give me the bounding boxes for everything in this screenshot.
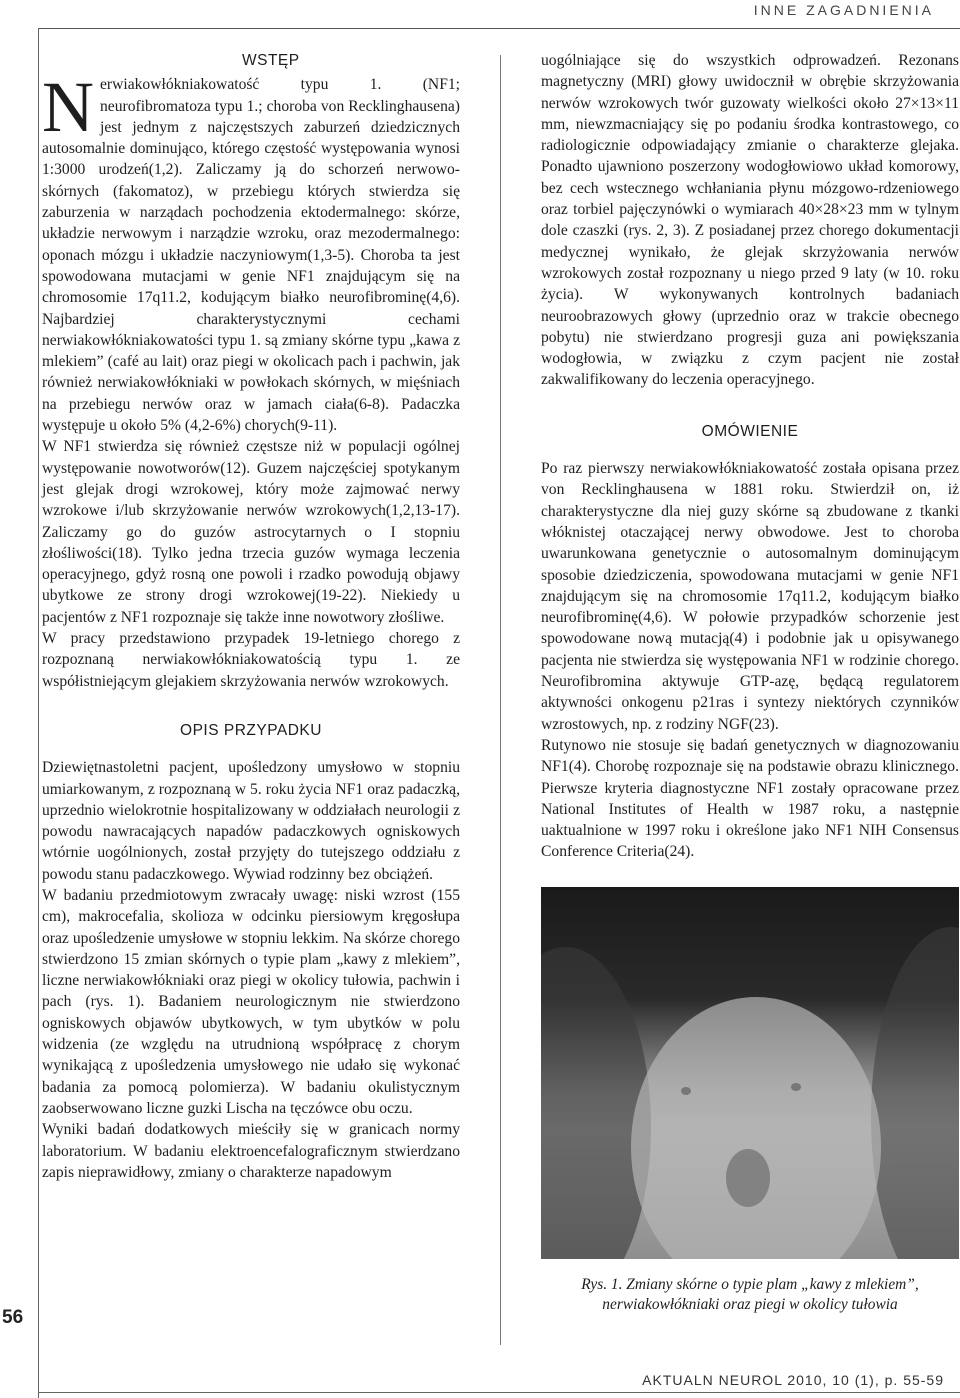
heading-opis: OPIS PRZYPADKU xyxy=(180,721,322,739)
photo-shadow-right xyxy=(871,927,959,1259)
right-column xyxy=(541,50,959,1315)
header-rule xyxy=(38,28,960,29)
left-column xyxy=(42,50,460,1183)
heading-wstep: WSTĘP xyxy=(242,52,300,69)
paragraph-intro-1 xyxy=(42,67,460,436)
margin-rule xyxy=(38,28,39,1398)
photo-nipple-right xyxy=(791,1083,801,1091)
paragraph-intro-3: W pracy przedstawiono przypadek 19-letniego chorego z rozpoznaną nerwiakowłókniakowatością typu 1. ze współistniejącym glejakiem skrzyżowania nerwów wzrokowych. xyxy=(42,630,460,690)
heading-omowienie: OMÓWIENIE xyxy=(701,422,799,440)
footer-rule xyxy=(38,1392,960,1393)
figure-photo xyxy=(541,887,959,1259)
photo-cafe-au-lait-spot xyxy=(726,1149,770,1207)
section-header: INNE ZAGADNIENIA xyxy=(753,2,934,18)
photo-shadow-left xyxy=(541,947,651,1259)
paragraph-case-2: W badaniu przedmiotowym zwracały uwagę: niski wzrost (155 cm), makrocefalia, skolioza w odcinku piersiowym kręgosłupa oraz upośledzenie umysłowe w stopniu lekkim. Na skórze chorego stwierdzono 15 zmian skórnych o typie plam „kawy z mlekiem”, liczne nerwiakowłókniaki oraz piegi w okolicy tułowia, pachwin i pach (rys. 1). Badaniem neurologicznym nie stwierdzono ogniskowych objawów ubytkowych, w tym ubytków w polu widzenia (ze względu na utrudnioną współpracę z chorym wynikającą z upośledzenia umysłowego nie udało się wykonać badania za pomocą polomierza). W badaniu okulistycznym zaobserwowano liczne guzki Lischa na tęczówce obu oczu. xyxy=(42,886,460,1117)
paragraph-discussion-1: Po raz pierwszy nerwiakowłókniakowatość została opisana przez von Recklinghausena w 1881 roku. Stwierdził on, iż charakterystyczne dla niej guzy skórne są zbudowane z tkanki włóknistej otaczającej nerwy obwodowe. Jest to choroba uwarunkowana genetycznie o autosomalnym dominującym sposobie dziedziczenia, spowodowana mutacjami w genie NF1 znajdującym się na chromosomie 17q11.2, kodującym białko neurofibrominę(4,6). W połowie przypadków schorzenie jest spowodowane nową mutacją(4) i podobnie jak u opisywanego pacjenta nie stwierdza się występowania NF1 w rodzinie chorego. Neurofibromina aktywuje GTP-azę, będącą regulatorem aktywności onkogenu p21ras i syntezy niektórych czynników wzrostowych, np. z rodziny NGF(23). xyxy=(541,460,959,733)
photo-nipple-left xyxy=(681,1087,691,1095)
paragraph-case-3: Wyniki badań dodatkowych mieściły się w granicach normy laboratorium. W badaniu elektroencefalograficznym stwierdzano zapis nieprawidłowy, zmiany o charakterze napadowym xyxy=(42,1121,460,1181)
figure-caption: Rys. 1. Zmiany skórne o typie plam „kawy z mlekiem”, nerwiakowłókniaki oraz piegi w okolicy tułowia xyxy=(581,1275,919,1313)
drop-cap: N xyxy=(42,67,94,148)
page-number: 56 xyxy=(2,1307,24,1328)
paragraph-discussion-2: Rutynowo nie stosuje się badań genetycznych w diagnozowaniu NF1(4). Chorobę rozpoznaje się na podstawie obrazu klinicznego. Pierwsze kryteria diagnostyczne NF1 zostały opracowane przez National Institutes of Health w 1987 roku, a następnie uaktualnione w 1997 roku i określone jako NF1 NIH Consensus Conference Criteria(24). xyxy=(541,736,959,861)
column-divider xyxy=(500,55,501,1345)
paragraph-text: erwiakowłókniakowatość typu 1. (NF1; neurofibromatoza typu 1.; choroba von Recklinghausena) jest jednym z najczęstszych zaburzeń dziedzicznych autosomalnie dominująco, którego częstość występowania wynosi 1:3000 urodzeń(1,2). Zaliczamy ją do schorzeń nerwowo-skórnych (fakomatoz), w przebiegu których stwierdza się zaburzenia w narządach pochodzenia ektodermalnego: skórze, układzie nerwowym i narządzie wzroku, oraz mezodermalnego: oponach mózgu i układzie naczyniowym(1,3-5). Choroba ta jest spowodowana mutacjami w genie NF1 znajdującym się na chromosomie 17q11.2, kodującym białko neurofibrominę(4,6). Najbardziej charakterystycznymi cechami nerwiakowłókniakowatości typu 1. są zmiany skórne typu „kawa z mlekiem” (café au lait) oraz piegi w okolicach pach i pachwin, jak również nerwiakowłókniaki w powłokach skórnych, w mięśniach na przebiegu nerwów oraz w jamach ciała(6-8). Padaczka występuje u około 5% (4,2-6%) chorych(9-11). xyxy=(42,76,460,435)
paragraph-continued: uogólniające się do wszystkich odprowadzeń. Rezonans magnetyczny (MRI) głowy uwidocznił w obrębie skrzyżowania nerwów wzrokowych twór guzowaty wielkości około 27×13×11 mm, niewzmacniający się po podaniu środka kontrastowego, co radiologicznie odpowiadający zmianie o charakterze glejaka. Ponadto ujawniono poszerzony wodogłowiowo układ komorowy, bez cech wstecznego wchłaniania płynu mózgowo-rdzeniowego oraz torbiel pajęczynówki o wymiarach 40×28×23 mm w tylnym dole czaszki (rys. 2, 3). Z posiadanej przez chorego dokumentacji medycznej wynikało, że glejak skrzyżowania nerwów wzrokowych został rozpoznany u niego przed 9 laty (w 10. roku życia). W wykonywanych kontrolnych badaniach neuroobrazowych głowy (uprzednio oraz w trakcie obecnego pobytu) nie stwierdzano progresji guza ani powiększania wodogłowia, w związku z czym pacjent nie został zakwalifikowany do leczenia operacyjnego. xyxy=(541,52,959,389)
footer-citation: AKTUALN NEUROL 2010, 10 (1), p. 55-59 xyxy=(642,1372,944,1388)
paragraph-intro-2: W NF1 stwierdza się również częstsze niż w populacji ogólnej występowanie nowotworów(12). Guzem najczęściej spotykanym jest glejak drogi wzrokowej, który może zajmować nerwy wzrokowe i/lub skrzyżowanie nerwów wzrokowych(1,2,13-17). Zaliczamy go do guzów astrocytarnych o I stopniu złośliwości(18). Tylko jedna trzecia guzów wymaga leczenia operacyjnego, gdyż rosną one powoli i rzadko powodują objawy ubytkowe ze strony drogi wzrokowej(19-22). Niekiedy u pacjentów z NF1 rozpoznaje się także inne nowotwory złośliwe. xyxy=(42,438,460,626)
photo-torso xyxy=(631,997,881,1259)
paragraph-case-1: Dziewiętnastoletni pacjent, upośledzony umysłowo w stopniu umiarkowanym, z rozpoznaną w 5. roku życia NF1 oraz padaczką, uprzednio wielokrotnie hospitalizowany w oddziałach neurologii z powodu nawracających napadów padaczkowych ogniskowych wtórnie uogólnionych, został przyjęty do tutejszego oddziału z powodu stanu padaczkowego. Wywiad rodzinny bez obciążeń. xyxy=(42,759,460,883)
